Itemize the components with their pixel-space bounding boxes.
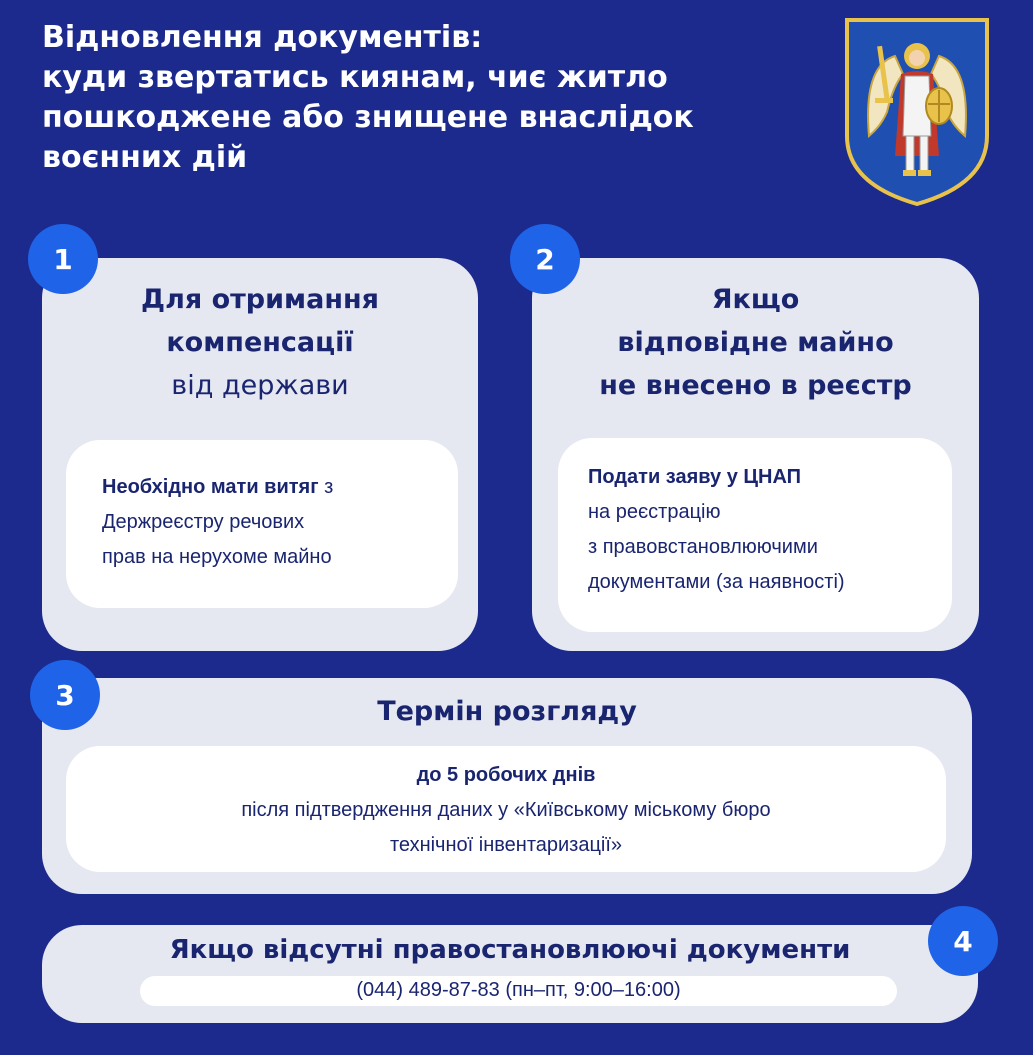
missing-documents-card (42, 925, 978, 1023)
info-text: з (318, 476, 334, 498)
registry-info-box (558, 438, 952, 632)
info-bold: до 5 робочих днів (416, 764, 596, 786)
info-line: Держреєстру речових (102, 511, 305, 533)
compensation-info-box (66, 440, 458, 608)
heading-line: Якщо (711, 284, 800, 315)
title-line: Відновлення документів: (42, 20, 483, 55)
heading-line: не внесено в реєстр (599, 370, 912, 401)
title-line: куди звертатись киянам, чиє житло (42, 60, 668, 95)
info-bold: Необхідно мати витяг (102, 476, 319, 498)
title-line: пошкоджене або знищене внаслідок (42, 100, 694, 135)
phone-box (140, 976, 897, 1006)
info-bold: Подати заяву у ЦНАП (588, 466, 802, 488)
heading-line: Для отримання (141, 284, 379, 315)
info-line: після підтвердження даних у «Київському міському бюро (241, 799, 771, 821)
compensation-info-text (102, 470, 442, 575)
step-badge-1: 1 (28, 224, 98, 294)
heading-line: від держави (171, 370, 349, 401)
compensation-card (42, 258, 478, 651)
info-line: з правовстановлюючими (588, 536, 818, 558)
registry-heading (532, 278, 979, 407)
step-badge-4: 4 (928, 906, 998, 976)
title-line: воєнних дій (42, 140, 248, 175)
review-term-card (42, 678, 972, 894)
heading-line: відповідне майно (617, 327, 894, 358)
info-line: технічної інвентаризації» (389, 834, 623, 856)
kyiv-coat-of-arms-icon (843, 16, 991, 208)
registry-card (532, 258, 979, 651)
compensation-heading (42, 278, 478, 407)
info-line: прав на нерухоме майно (102, 546, 332, 568)
review-term-heading: Термін розгляду (377, 696, 637, 727)
review-term-info-box (66, 746, 946, 872)
review-term-info-text (66, 758, 946, 863)
phone-number[interactable]: (044) 489-87-83 (пн–пт, 9:00–16:00) (356, 979, 681, 1001)
heading-line: компенсації (166, 327, 354, 358)
step-badge-2: 2 (510, 224, 580, 294)
step-badge-3: 3 (30, 660, 100, 730)
info-line: документами (за наявності) (588, 571, 845, 593)
page-title (42, 18, 802, 178)
info-line: на реєстрацію (588, 501, 721, 523)
registry-info-text (588, 460, 948, 600)
missing-documents-heading: Якщо відсутні правостановлюючі документи (169, 935, 851, 965)
